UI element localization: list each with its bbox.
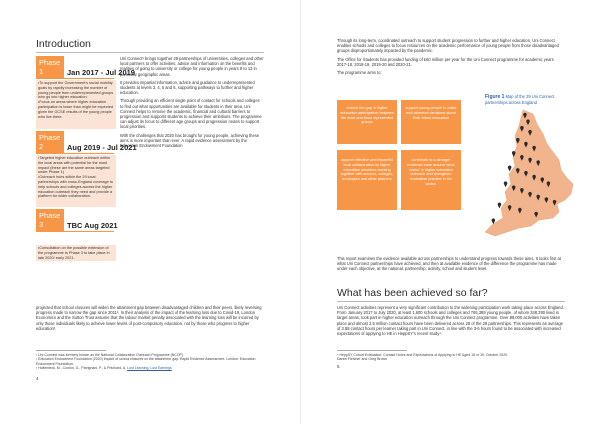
page-number: 5 (337, 364, 340, 369)
footnote: ⁴ HeppSY Cohort Evaluation: Contact Hours and Expectations of Applying to HE Aged 18 or 19. October 2020. (337, 353, 509, 357)
intro-paragraph: Uni Connect¹ brings together 29 partnerships of universities, colleges and other local partners to offer activities, advice and information on the benefits and realities of going to university or college for young people in years 9 to 13 in particular geographic areas. (120, 56, 264, 77)
map-pin-icon (504, 181, 508, 187)
phase-2-rule (36, 153, 114, 154)
body-paragraph: The programme aims to: (337, 70, 382, 76)
footnote (36, 366, 264, 370)
england-map (477, 108, 579, 240)
page-number: 4 (36, 376, 39, 381)
body-paragraph: The Office for Students has provided funding of £60 million per year for the Uni Connect programme for academic years 2017-18, 2018-19, 2019-20 and 2020-21. (337, 56, 554, 67)
title-divider (36, 52, 264, 53)
phase-1-badge: Phase 1 (36, 56, 64, 78)
footnote: ¹ Uni Connect was formerly known as the National Collaborative Outreach Programme (NCOP). (36, 353, 185, 357)
intro-paragraph: It provides impartial information, advice and guidance to underrepresented students at levels 3, 4, 5 and 6, supporting pathways to further and higher education. (120, 79, 255, 96)
body-paragraph: Through its long-term, coordinated outreach to support student progression to further and higher education, Uni Connect enables schools and colleges to focus resources on the academic performance of young people from those disadvantaged groups disproportionately impacted by the pandemic. (337, 38, 559, 54)
phase-3-rule (36, 231, 114, 232)
section-divider (337, 301, 565, 302)
footnote-divider (36, 350, 106, 351)
phase-2-badge: Phase 2 (36, 131, 64, 153)
body-paragraph: This report examines the evidence available across partnerships to understand progress towards these aims. It looks first at what Uni Connect partnerships have achieved, and then at available evidence of the difference the programme has made under each objective, at the national, partnership, activity, school and student level. (337, 256, 561, 272)
footnotes (337, 353, 565, 362)
phase-2-dates: Aug 2019 - Jul 2021 (67, 143, 137, 152)
footnotes (36, 353, 264, 371)
footnote-divider (337, 350, 407, 351)
england-outline (485, 110, 573, 236)
map-pin-icon (498, 202, 502, 208)
phase-2-bullet: •Outreach hubs within the 29 local partnerships with cross-England coverage to help schools and colleges access the higher education outreach they need and provide a platform for wider collaboration. (38, 175, 113, 199)
figure-caption-text: Map of the 29 Uni Connect partnerships across England (485, 94, 555, 105)
aim-box: support young people to make well-informed decisions about their future education (401, 100, 461, 144)
right-top-text (337, 38, 565, 75)
phase-3-dates: TBC Aug 2021 (67, 221, 118, 230)
footnote-link[interactable]: Lost Learning, Lost Earnings (127, 366, 172, 371)
right-page (300, 0, 600, 424)
aim-box: reduce the gap in higher education participation between the most and least represented groups (337, 100, 397, 144)
phase-3-badge: Phase 3 (36, 209, 64, 231)
intro-paragraph: Through providing an efficient single point of contact for schools and colleges to find out what opportunities are available for students in their area, Uni Connect helps to remove the academic, financial and cultural barriers to progression and supports students to achieve their ambitions. The programme can adjust its focus to different age groups and progression routes to support local priorities. (120, 98, 262, 130)
phase-1-rule (36, 78, 114, 79)
figure-caption (485, 94, 573, 105)
page-title: Introduction (36, 38, 91, 50)
intro-paragraph-full: projected that school closures will widen the attainment gap between disadvantaged children and their peers, likely reversing progress made to narrow the gap since 2011². In their analysis of the impact of the learning loss due to Covid-19, London Economics and the Sutton Trust assume that the labour market penalty associated with the learning loss will be incurred by only those individuals likely to achieve lower levels of post-compulsory education, not by those who progress to higher education³. (36, 305, 262, 331)
phase-3-bullet: •Consultation on the possible extension of the programme to Phase 3 to take place in late 2020/ early 2021. (38, 246, 110, 260)
phase-1-bullet: •Focus on areas where higher education participation is lower than might be expected given the GCSE results of the young people who live there. (38, 100, 113, 119)
footnote-text: ³ Holterbeck, M., Conlon, G., Patrignani, P., & Pritchard, A. (36, 366, 127, 371)
figure-label: Figure 1 (485, 94, 505, 100)
aim-box: contribute to a stronger evidence base around 'what works' in higher education outreach and strengthen evaluation practice in the sector. (401, 150, 461, 210)
intro-paragraph: With the challenges that 2020 has brought for young people, achieving these aims is more important than ever. A rapid evidence assessment by the Education Endowment Foundation (120, 132, 260, 149)
body-paragraph: Uni Connect activities represent a very significant contribution to the widening participation work taking place across England. From January 2017 to July 2020, at least 1,600 schools and colleges and 765,389 young people, of whom 348,290 lived in target areas, took part in higher education outreach through the Uni Connect programme. Over 88,000 activities have taken place and almost 2.5 million contact hours have been delivered across 28 of the 29 partnerships. This represents an average of 3.88 contact hours per learner taking part in Uni Connect, in line with the 3-6 hours found to be associated with increased expectations of applying to HE in HeppSY's recent study⁴. (337, 305, 564, 337)
intro-column (120, 56, 264, 148)
section-heading: What has been achieved so far? (337, 287, 488, 299)
footnote: ² Education Endowment Foundation (2020) Impact of school closures on the attainment gap: Rapid Evidence Assessment. London: Education Endowment Foundation. (36, 357, 256, 366)
phase-1-dates: Jan 2017 - Jul 2019 (67, 68, 135, 77)
aim-box: support effective and impactful local collaboration by higher education providers working together with schools, colleges, employers and other partners (337, 150, 397, 210)
phase-3-description (36, 245, 116, 261)
phase-1-bullet: •To support the Government's social mobility goals by rapidly increasing the number of young people from underrepresented groups who go into higher education. (38, 81, 114, 100)
phase-2-bullet: •Targeted higher education outreach within the local areas with potential for the most impact (these are the same areas targeted under Phase 1) (38, 156, 110, 175)
map-pin-icon (508, 166, 512, 172)
footnote: Daniel Fletcher and Greg Brown (337, 357, 387, 362)
phase-2-description (36, 155, 116, 207)
phase-1-description (36, 80, 116, 129)
